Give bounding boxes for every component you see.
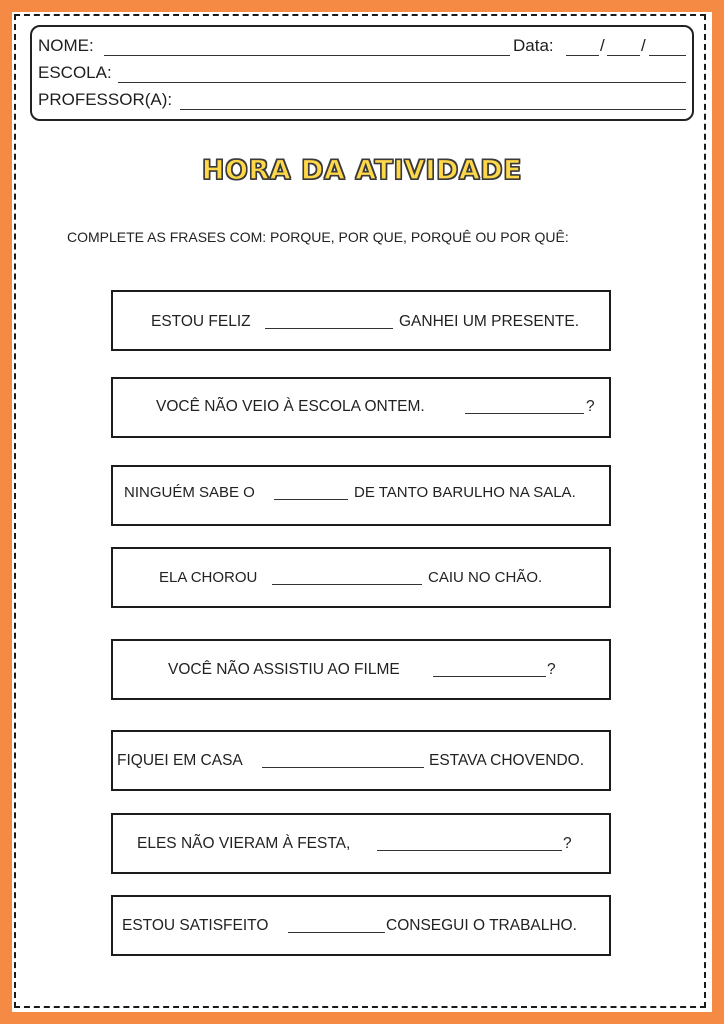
sentence-text: FIQUEI EM CASA — [117, 752, 243, 769]
sentence-text: CAIU NO CHÃO. — [428, 569, 543, 586]
sentence-text: ? — [586, 398, 595, 415]
sentence-text: ELES NÃO VIERAM À FESTA, — [137, 835, 351, 852]
sentence-text: ELA CHOROU — [159, 569, 258, 586]
sentence-text: ESTOU FELIZ — [151, 313, 251, 330]
answer-blank[interactable] — [377, 850, 562, 851]
answer-blank[interactable] — [262, 767, 424, 768]
date-day-field[interactable] — [566, 55, 599, 56]
answer-blank[interactable] — [465, 413, 584, 414]
answer-blank[interactable] — [433, 676, 546, 677]
teacher-label: PROFESSOR(A): — [38, 90, 173, 109]
answer-blank[interactable] — [265, 328, 393, 329]
sentence-text: CONSEGUI O TRABALHO. — [386, 917, 577, 934]
school-field[interactable] — [118, 82, 686, 83]
sentence-text: DE TANTO BARULHO NA SALA. — [354, 484, 576, 501]
sentence-text: GANHEI UM PRESENTE. — [399, 313, 579, 330]
page-title: HORA DA ATIVIDADE — [201, 155, 523, 186]
instructions-text: COMPLETE AS FRASES COM: PORQUE, POR QUE, PORQUÊ OU POR QUÊ: — [67, 229, 569, 245]
sentence-text: ? — [563, 835, 572, 852]
school-label: ESCOLA: — [38, 63, 112, 82]
sentence-text: ? — [547, 661, 556, 678]
date-label: Data: — [513, 36, 554, 55]
teacher-field[interactable] — [180, 109, 686, 110]
sentence-text: VOCÊ NÃO VEIO À ESCOLA ONTEM. — [156, 398, 425, 415]
date-month-field[interactable] — [607, 55, 640, 56]
answer-blank[interactable] — [274, 499, 348, 500]
name-field[interactable] — [104, 55, 510, 56]
date-separator: / — [600, 36, 605, 55]
sentence-text: VOCÊ NÃO ASSISTIU AO FILME — [168, 661, 400, 678]
sentence-text: ESTOU SATISFEITO — [122, 917, 269, 934]
sentence-text: ESTAVA CHOVENDO. — [429, 752, 585, 769]
answer-blank[interactable] — [288, 932, 385, 933]
answer-blank[interactable] — [272, 584, 422, 585]
date-year-field[interactable] — [649, 55, 686, 56]
date-separator: / — [641, 36, 646, 55]
sentence-text: NINGUÉM SABE O — [124, 484, 255, 501]
name-label: NOME: — [38, 36, 94, 55]
